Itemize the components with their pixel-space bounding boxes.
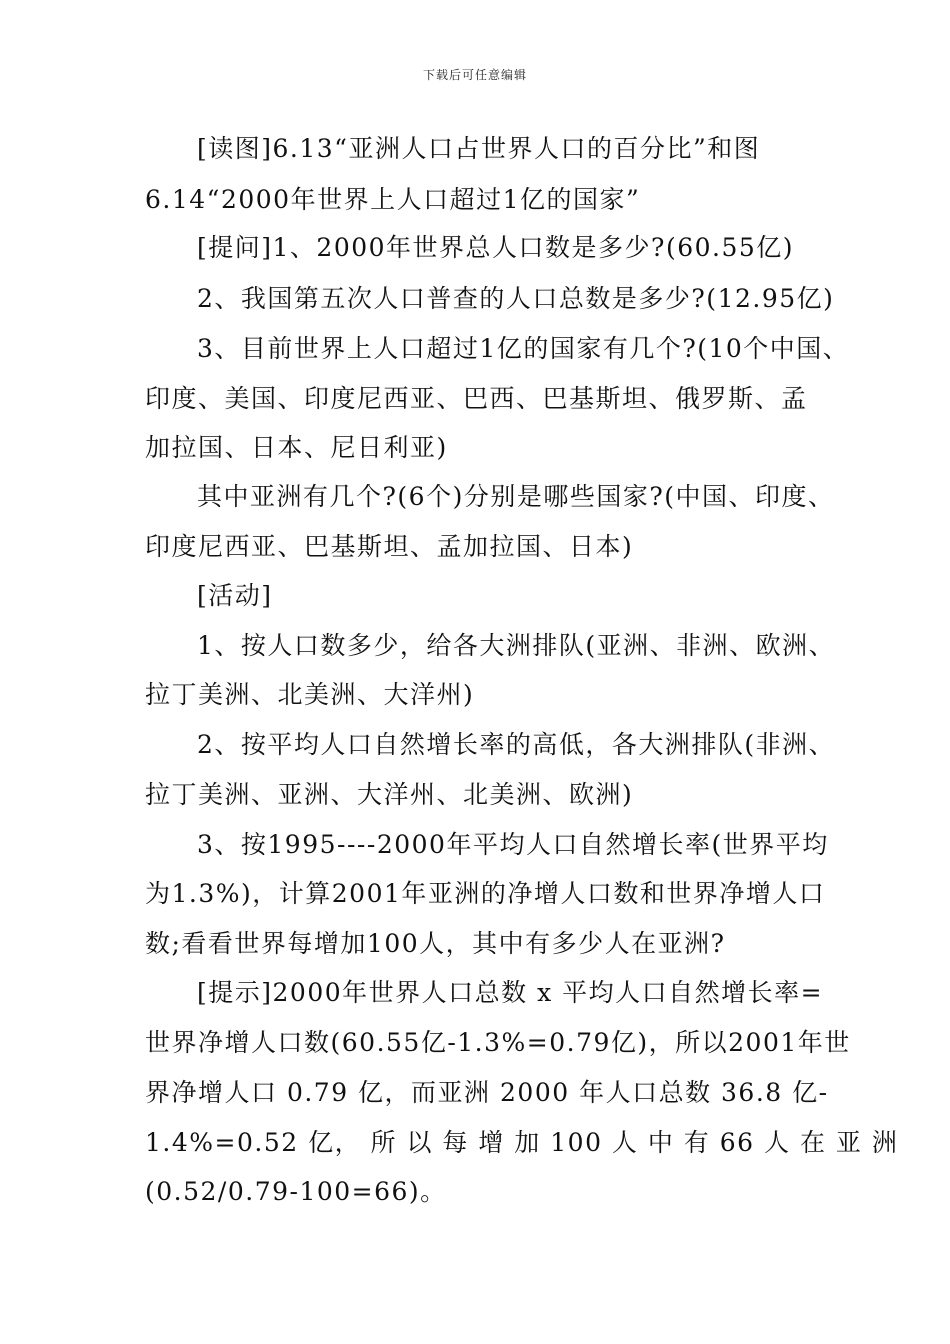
text-line: 印度尼西亚、巴基斯坦、孟加拉国、日本) (145, 532, 634, 561)
text-line: [提问]1、2000年世界总人口数是多少?(60.55亿) (197, 233, 795, 262)
text-line: 为1.3%)，计算2001年亚洲的净增人口数和世界净增人口 (145, 879, 826, 908)
text-line: 2、我国第五次人口普查的人口总数是多少?(12.95亿) (197, 284, 835, 313)
text-line: [读图]6.13“亚洲人口占世界人口的百分比”和图 (197, 134, 761, 163)
text-line: (0.52/0.79-100=66)。 (145, 1177, 447, 1206)
text-line: [活动] (197, 581, 273, 610)
text-line: 世界净增人口数(60.55亿-1.3%=0.79亿)，所以2001年世 (145, 1028, 851, 1057)
text-line: [提示]2000年世界人口总数 x 平均人口自然增长率= (197, 978, 824, 1007)
text-line: 印度、美国、印度尼西亚、巴西、巴基斯坦、俄罗斯、孟 (145, 384, 808, 413)
header-note: 下载后可任意编辑 (422, 68, 527, 82)
text-line: 1.4%=0.52 亿， 所 以 每 增 加 100 人 中 有 66 人 在 亚 洲 (145, 1128, 899, 1157)
text-line: 1、按人口数多少，给各大洲排队(亚洲、非洲、欧洲、 (197, 631, 836, 660)
text-line: 其中亚洲有几个?(6个)分别是哪些国家?(中国、印度、 (197, 482, 835, 511)
text-line: 3、目前世界上人口超过1亿的国家有几个?(10个中国、 (197, 334, 850, 363)
text-line: 界净增人口 0.79 亿，而亚洲 2000 年人口总数 36.8 亿- (145, 1078, 829, 1107)
text-line: 拉丁美洲、北美洲、大洋州) (145, 680, 475, 709)
text-line: 6.14“2000年世界上人口超过1亿的国家” (145, 185, 641, 214)
text-line: 拉丁美洲、亚洲、大洋州、北美洲、欧洲) (145, 780, 634, 809)
text-line: 数;看看世界每增加100人，其中有多少人在亚洲? (145, 929, 726, 958)
text-line: 3、按1995----2000年平均人口自然增长率(世界平均 (197, 830, 829, 859)
text-line: 2、按平均人口自然增长率的高低，各大洲排队(非洲、 (197, 730, 836, 759)
text-line: 加拉国、日本、尼日利亚) (145, 433, 448, 462)
